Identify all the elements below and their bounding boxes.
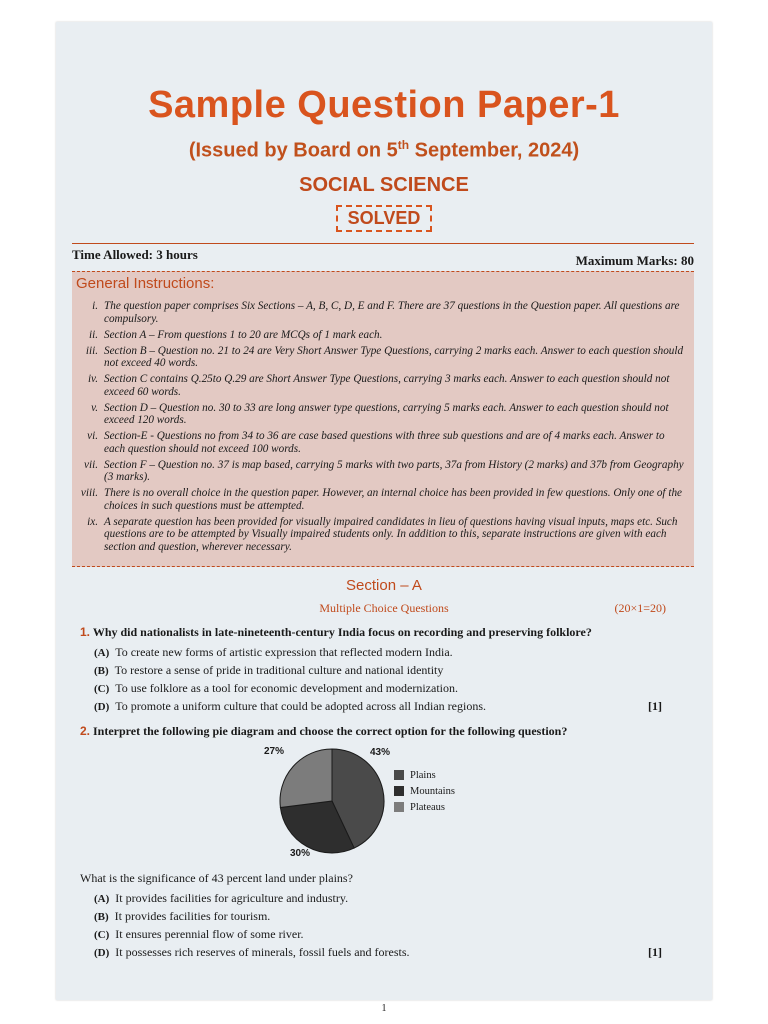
option-text: To use folklore as a tool for economic development and modernization.: [115, 681, 459, 695]
question-1: [80, 625, 680, 640]
instruction-num: vii.: [84, 458, 98, 471]
instruction-text: Section A – From questions 1 to 20 are MCQs of 1 mark each.: [104, 328, 383, 341]
option-label: (C): [94, 683, 110, 695]
solved-badge-wrap: [56, 205, 712, 232]
pie-slice-plateaus: [280, 749, 332, 808]
pie-label-mountains: 30%: [290, 848, 311, 859]
instruction-text: Section B – Question no. 21 to 24 are Very Short Answer Type Questions, carrying 2 marks each. Answer to each question should not exceed 40 words.: [104, 344, 684, 369]
option-text: To create new forms of artistic expression that reflected modern India.: [115, 645, 453, 659]
option-text: It provides facilities for tourism.: [114, 909, 271, 923]
issued-line: [56, 138, 712, 163]
header-divider: [72, 243, 694, 244]
instruction-item: [78, 516, 684, 554]
section-title: Section – A: [346, 577, 422, 594]
q2-subquestion: What is the significance of 43 percent land under plains?: [80, 871, 353, 885]
option-label: (A): [94, 647, 110, 659]
time-allowed: Time Allowed: 3 hours: [72, 247, 198, 262]
option-text: It provides facilities for agriculture and industry.: [115, 891, 349, 905]
legend-item-plains: [394, 767, 455, 783]
pie-label-plains: 43%: [370, 747, 391, 758]
q2-mark: [1]: [648, 945, 662, 959]
option-label: (B): [94, 911, 109, 923]
instruction-text: Section C contains Q.25to Q.29 are Short Answer Type Questions, carrying 3 marks each. Answer to each question should not exceed 60 words.: [104, 373, 670, 398]
legend-swatch: [394, 802, 404, 812]
option-text: To promote a uniform culture that could be adopted across all Indian regions.: [115, 699, 486, 713]
subject-heading: SOCIAL SCIENCE: [299, 174, 469, 196]
maximum-marks: Maximum Marks: 80: [575, 253, 694, 268]
option-text: To restore a sense of pride in traditional culture and national identity: [114, 663, 444, 677]
option-label: (B): [94, 665, 109, 677]
section-subtitle: Multiple Choice Questions: [319, 601, 449, 615]
q2-option-a: [94, 891, 348, 906]
instruction-item: [78, 430, 684, 455]
instruction-num: viii.: [80, 487, 98, 499]
instruction-item: [78, 329, 684, 342]
instruction-num: v.: [91, 401, 98, 414]
instruction-item: [78, 373, 684, 398]
issued-sup: th: [397, 138, 410, 152]
issued-suffix: September, 2024): [409, 139, 580, 162]
instruction-num: iv.: [87, 373, 98, 385]
instruction-item: [78, 345, 684, 370]
instruction-text: The question paper comprises Six Sections – A, B, C, D, E and F. There are 37 questions in the Question paper. All questions are compulsory.: [104, 300, 680, 325]
option-label: (D): [94, 701, 110, 713]
instruction-text: Section-E - Questions no from 34 to 36 are case based questions with three sub questions and are of 4 marks each. Answer to each question should not exceed 100 words.: [104, 430, 665, 455]
legend-label: Plateaus: [410, 801, 445, 813]
general-instructions-box: [72, 271, 694, 567]
legend-swatch: [394, 786, 404, 796]
instruction-item: [78, 402, 684, 427]
q1-option-a: [94, 645, 453, 660]
question-paper-page: [56, 22, 712, 1000]
q1-mark: [1]: [648, 699, 662, 713]
page-number: 1: [381, 1003, 387, 1014]
option-text: It ensures perennial flow of some river.: [115, 927, 304, 941]
q1-option-d: [94, 699, 486, 714]
q1-option-b: [94, 663, 443, 678]
instruction-num: iii.: [85, 344, 98, 357]
legend-label: Mountains: [410, 785, 455, 797]
instruction-num: ii.: [88, 328, 98, 341]
pie-chart: [272, 741, 392, 861]
question-number: 2.: [80, 724, 91, 738]
q2-option-c: [94, 927, 304, 942]
instruction-item: [78, 300, 684, 325]
paper-title: Sample Question Paper-1: [148, 84, 620, 126]
instruction-text: Section F – Question no. 37 is map based, carrying 5 marks with two parts, 37a from History (2 marks) and 37b from Geography (3 marks).: [104, 458, 684, 483]
question-text: Interpret the following pie diagram and choose the correct option for the following question?: [93, 724, 568, 738]
q1-option-c: [94, 681, 458, 696]
instruction-text: There is no overall choice in the question paper. However, an internal choice has been provided in few questions. Only one of the choices in such questions must be attempted.: [104, 487, 683, 512]
pie-label-plateaus: 27%: [264, 746, 285, 757]
legend-swatch: [394, 770, 404, 780]
option-label: (C): [94, 929, 110, 941]
q2-option-b: [94, 909, 270, 924]
instruction-num: ix.: [87, 515, 98, 528]
instruction-item: [78, 487, 684, 512]
instructions-title: General Instructions:: [76, 275, 215, 292]
instruction-text: Section D – Question no. 30 to 33 are long answer type questions, carrying 5 marks each. Answer to each question should not exceed 120 words.: [104, 401, 669, 426]
instructions-list: [78, 300, 684, 557]
option-text: It possesses rich reserves of minerals, fossil fuels and forests.: [115, 945, 410, 959]
q2-option-d: [94, 945, 410, 960]
instruction-text: A separate question has been provided for visually impaired candidates in lieu of questions having visual inputs, maps etc. Such questions are to be attempted by Visually impaired students only. In addition to this, separate instructions are given with each section and question, wherever necessary.: [104, 515, 678, 553]
solved-badge: SOLVED: [336, 205, 433, 232]
instruction-item: [78, 459, 684, 484]
issued-prefix: (Issued by Board on 5: [188, 139, 398, 162]
legend-item-plateaus: [394, 799, 455, 815]
legend-label: Plains: [410, 769, 436, 781]
question-text: Why did nationalists in late-nineteenth-century India focus on recording and preserving folklore?: [92, 625, 592, 639]
instruction-num: vi.: [87, 430, 98, 442]
legend-item-mountains: [394, 783, 455, 799]
instruction-num: i.: [92, 300, 98, 312]
question-number: 1.: [80, 625, 91, 639]
question-2: [80, 724, 680, 739]
option-label: (D): [94, 947, 110, 959]
option-label: (A): [94, 893, 110, 905]
section-marks: (20×1=20): [614, 601, 666, 615]
pie-legend: [394, 767, 455, 815]
